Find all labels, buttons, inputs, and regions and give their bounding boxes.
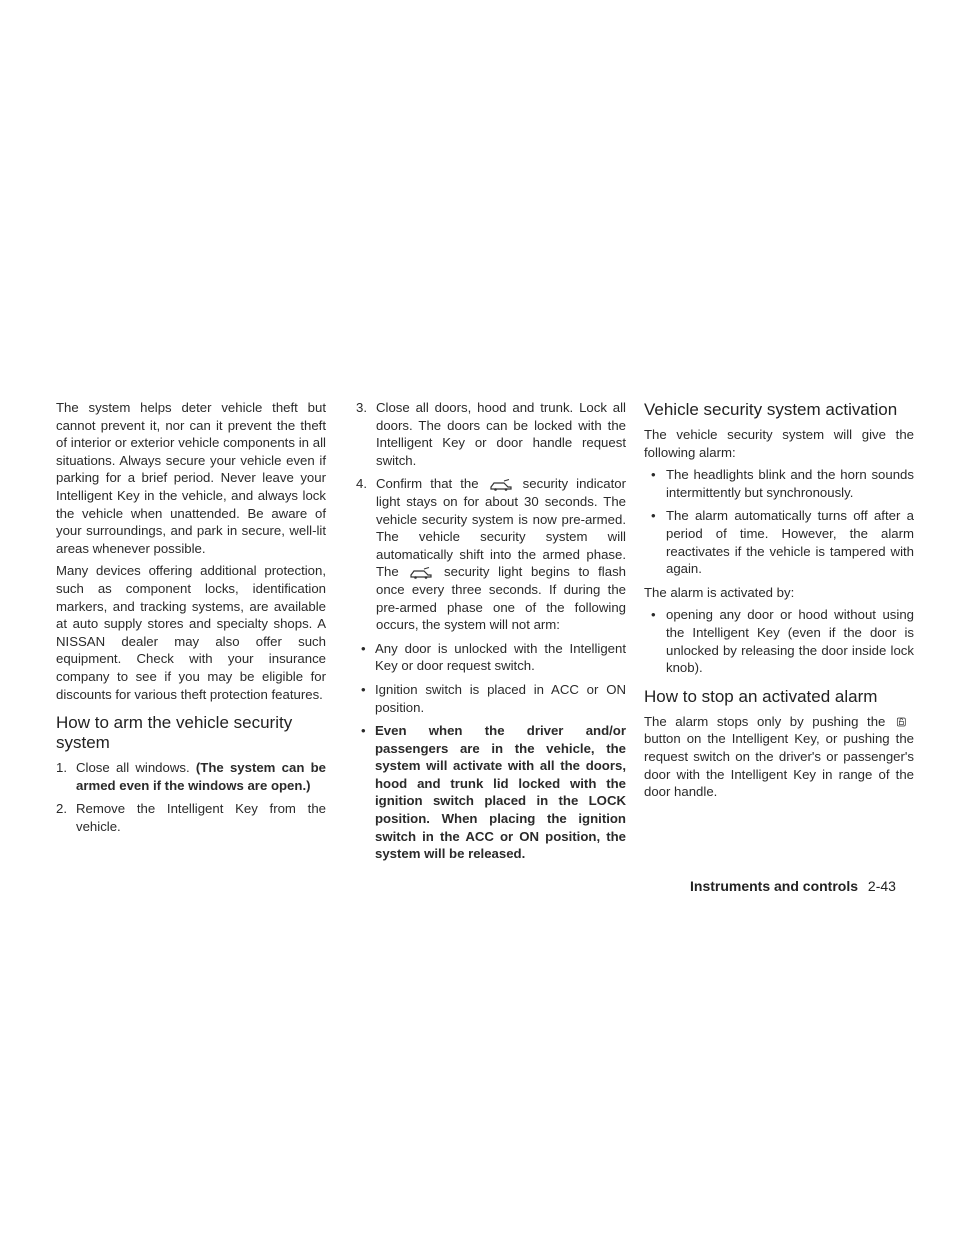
step-2 (56, 800, 326, 835)
car-security-icon (489, 479, 513, 491)
activated-by-text: The alarm is activated by: (644, 584, 795, 600)
column-left (56, 399, 326, 841)
activation-heading: Vehicle security system activation (644, 400, 898, 419)
bullet-mark: • (361, 723, 366, 739)
intro-paragraph: The system helps deter vehicle theft but cannot prevent it, nor can it prevent the theft of interior or exterior vehicle components in all situations. Always secure your vehicle even if parking for a brief period. Never leave your Intelligent Key in the vehicle, and always lock the vehicle when unattended. Be aware of your surroundings, and park in secure, well-lit areas whenever possible. (56, 400, 326, 556)
unlock-key-icon (896, 715, 912, 729)
arm-heading: How to arm the vehicle security system (56, 713, 293, 753)
bullet-mark: • (651, 467, 656, 483)
step-1 (56, 759, 326, 794)
step-4 (356, 475, 626, 633)
bullet-mark: • (361, 640, 366, 656)
list-item (356, 640, 626, 675)
devices-paragraph: Many devices offering additional protection, such as component locks, identification markers, and tracking systems, are available at auto supply stores and specialty shops. A NISSAN dealer may also offer such equipment. Check with your insurance company to see if you may be eligible for discounts for various theft protection features. (56, 563, 326, 702)
step-1-number: 1. (56, 760, 67, 776)
stop-text-b: button on the Intelligent Key, or pushing the request switch on the driver's or passenger's door with the Intelligent Key in range of the door handle. (644, 731, 914, 800)
bullet-mark: • (651, 508, 656, 524)
step-3 (356, 399, 626, 469)
bullet-mark: • (651, 607, 656, 623)
activation-intro: The vehicle security system will give the following alarm: (644, 427, 914, 460)
page-number: 2-43 (867, 878, 896, 894)
step-4-text-b: security indicator light stays on for about 30 seconds. The vehicle security system is now pre-armed. The vehicle security system will automatically shift into the armed phase. The (376, 476, 626, 580)
step-2-text: Remove the Intelligent Key from the vehicle. (76, 801, 326, 834)
column-middle (356, 399, 626, 869)
step-2-number: 2. (56, 801, 67, 817)
list-item (356, 722, 626, 863)
step-4-number: 4. (356, 476, 367, 492)
bullet-text: opening any door or hood without using the Intelligent Key (even if the door is unlocked by releasing the door inside lock knob). (666, 607, 914, 676)
step-3-number: 3. (356, 400, 367, 415)
list-item (644, 606, 914, 676)
step-1-text: Close all windows. (76, 760, 196, 776)
bullet-text: The headlights blink and the horn sounds intermittently but synchronously. (666, 467, 914, 500)
bullet-mark: • (361, 681, 366, 697)
page-footer (690, 878, 916, 894)
step-1-bold: (The system can be armed even if the windows are open.) (76, 760, 326, 793)
list-item (644, 466, 914, 501)
bullet-text: Ignition switch is placed in ACC or ON position. (375, 681, 626, 715)
list-item (644, 507, 914, 577)
step-4-text-a: Confirm that the (376, 476, 479, 492)
step-3-text: Close all doors, hood and trunk. Lock all doors. The doors can be locked with the Intelligent Key or door handle request switch. (376, 400, 626, 468)
stop-text-a: The alarm stops only by pushing the (644, 713, 886, 729)
bullet-text: Any door is unlocked with the Intelligent Key or door request switch. (375, 640, 626, 674)
column-right (644, 399, 914, 806)
car-security-icon (409, 567, 433, 579)
stop-heading: How to stop an activated alarm (644, 686, 878, 706)
footer-section-title: Instruments and controls (690, 878, 859, 894)
bullet-text: The alarm automatically turns off after a period of time. However, the alarm reactivates if the vehicle is tampered with again. (666, 508, 914, 577)
step-4-text-c: security light begins to flash once every three seconds. If during the pre-armed phase one of the following occurs, the system will not arm: (376, 564, 626, 633)
warning-text: Even when the driver and/or passengers are in the vehicle, the system will activate with all the doors, hood and trunk lid locked with the ignition switch placed in the LOCK position. When placing the ignition switch in the ACC or ON position, the system will be released. (375, 723, 626, 862)
stop-paragraph (644, 713, 914, 801)
list-item (356, 681, 626, 716)
